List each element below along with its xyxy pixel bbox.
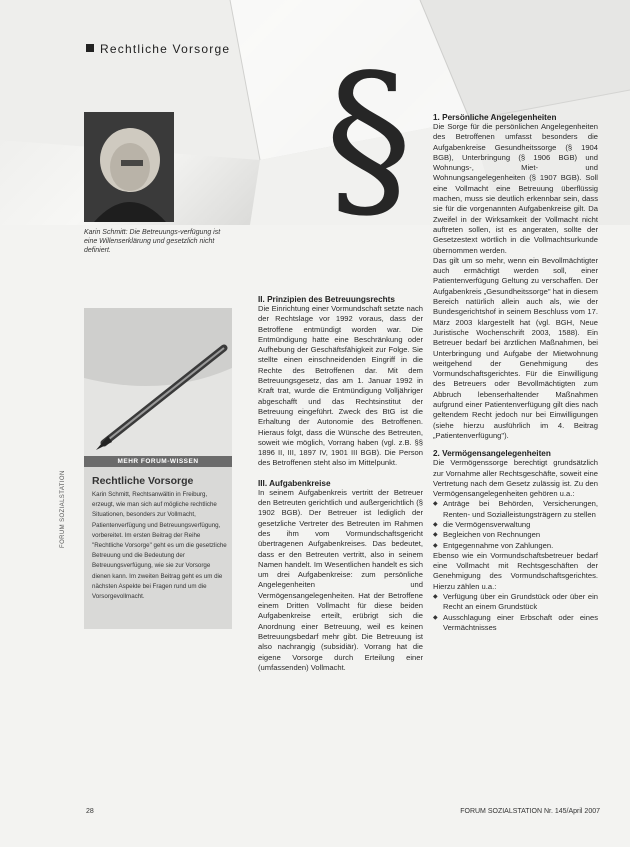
author-photo	[84, 112, 174, 222]
list-item: ◆ Entgegennahme von Zahlungen.	[433, 541, 598, 551]
list-item: ◆ Begleichen von Rechnungen	[433, 530, 598, 540]
right-column	[433, 113, 598, 633]
header-square-icon	[86, 44, 94, 52]
photo-caption: Karin Schmitt: Die Betreuungs-verfügung ist eine Willenserklärung und gesetzlich nicht definiert.	[84, 229, 221, 254]
section-heading: 2. Vermögensangelegenheiten	[433, 449, 551, 459]
list-item: ◆ Verfügung über ein Grundstück oder über ein Recht an einem Grundstück	[433, 592, 598, 613]
box-label: MEHR FORUM-WISSEN	[84, 456, 232, 467]
publication-info: FORUM SOZIALSTATION Nr. 145/April 2007	[460, 808, 600, 815]
section-body: Das gilt um so mehr, wenn ein Bevollmächtigter auch ermächtigt werden soll, einer Patientenverfügung Geltung zu verschaffen. Der Aufgabenkreis „Gesundheitssorge" hat in diesem Bereich natürlich allein auch als, wie der Bundesgerichtshof in seinem Beschluss vom 17. März 2003 klargestellt hat (vgl. BGH, Neue Juristische Wochenschrift 2003, 1588). Ein Betreuer bedarf bei ärztlichen Maßnahmen, bei Unterbringung und Aufgabe der Mietwohnung weitgehend der Genehmigung des Vormundschaftsgerichtes. Für die Einwilligung des Betreuers oder Bevollmächtigten zum Abbruch lebenserhaltender Maßnahmen aufgrund einer Patientenverfügung gilt dies nach geltendem Recht jedoch nur bei Einwilligungen (siehe hierzu ausführlich im 4. Beitrag „Patientenverfügung").	[433, 255, 598, 440]
side-label: FORUM SOZIALSTATION	[60, 470, 66, 548]
bullet-list	[433, 592, 598, 633]
section-header	[86, 42, 230, 56]
pen-image	[84, 308, 232, 456]
section-header-title: Rechtliche Vorsorge	[100, 42, 231, 56]
list-item: ◆ Ausschlagung einer Erbschaft oder eines Vermächtnisses	[433, 613, 598, 634]
section-body: Die Einrichtung einer Vormundschaft setzte nach der Rechtslage vor 1992 voraus, dass der Betroffene entmündigt worden war. Die Entmündigung hatte eine Beschränkung oder Aufhebung der Geschäftsfähigkeit zur Folge. Sie stellte einen einschneidenden Eingriff in die Rechte des Betroffenen dar. Mit dem Betreuungsgesetz, das am 1. Januar 1992 in Kraft trat, wurde die Entmündigung Volljähriger abgeschafft und das Rechtsinstitut der Betreuung eingeführt. Zweck des BtG ist die Erhaltung der Autonomie des Betroffenen. Hieraus folgt, dass die Wünsche des Betreuten, soweit wie möglich, Vorrang haben (vgl. z.B. §§ 1896 II, III, 1897 IV, 1901 III BGB). Die Person des Betroffenen steht also im Mittelpunkt.	[258, 304, 423, 468]
paragraph-sign-icon: §	[325, 38, 413, 241]
section-body: In seinem Aufgabenkreis vertritt der Betreuer den Betreuten gerichtlich und außergerichtlich (§ 1902 BGB). Der Betreuer ist lediglich der gesetzliche Vertreter des Betreuten im Rahmen des ihm vom Vormundschaftsgericht übertragenen Aufgabenkreises. Das bedeutet, dass er den Betreuten vertritt, also in seinem Namen handelt. Im Wesentlichen handelt es sich um drei Aufgabenkreise: zum persönliche Angelegenheiten und Vermögensangelegenheiten. Hat der Betroffene einem Dritten Vollmacht für diese beiden Aufgabenkreise erteilt, erübrigt sich die Anordnung einer Betreuung, weil es keinen Betreuungsbedarf mehr gibt. Die Betreuung ist also nachrangig (subsidiär). Vorrang hat die eigene Vorsorge durch Erteilung einer (umfassenden) Vollmacht.	[258, 487, 423, 672]
info-box-title: Rechtliche Vorsorge	[92, 475, 194, 487]
middle-column	[258, 295, 423, 673]
pen-graphic	[84, 308, 232, 456]
section-body: Die Vermögenssorge berechtigt grundsätzlich zur Vornahme aller Rechtsgeschäfte, soweit eine Vertretung nach dem Gesetz zulässig ist. Zu den Vermögensangelegenheiten gehören u.a.:	[433, 458, 598, 499]
section-heading: 1. Persönliche Angelegenheiten	[433, 113, 557, 122]
section-body: Ebenso wie ein Vormundschaftsbetreuer bedarf eine Vollmacht mit Rechtsgeschäften der Genehmigung des Vormundschaftsgerichtes. Hierzu zählen u.a.:	[433, 550, 598, 591]
section-heading: III. Aufgabenkreise	[258, 478, 331, 488]
list-item: ◆ Anträge bei Behörden, Versicherungen, Renten- und Sozialleistungsträgern zu stellen	[433, 499, 598, 520]
page-number: 28	[86, 808, 94, 815]
section-body: Die Sorge für die persönlichen Angelegenheiten des Betroffenen umfasst besonders die Aufgabenkreise Gesundheitssorge (§ 1904 BGB), Unterbringung (§ 1906 BGB) und Wohnungs-, Miet- und Wohnungsangelegenheiten (§ 1907 BGB). Soll eine Vollmacht eine Betreuung überflüssig machen, muss sie deutlich erkennbar sein, dass sie für die vorgenannten Aufgabenkreise gilt. Da Zweifel in der Wirksamkeit der Vollmacht nicht auftreten sollen, ist es angeraten, sollte der Gesetzestext wörtlich in die Vollmachtsurkunde übernommen werden.	[433, 122, 598, 255]
portrait-graphic	[84, 112, 174, 222]
bullet-list	[433, 499, 598, 550]
section-heading: II. Prinzipien des Betreuungsrechts	[258, 295, 395, 304]
info-box-body: Karin Schmitt, Rechtsanwältin in Freiburg, erzeugt, wie man sich auf mögliche rechtliche Situationen, besonders zur Vollmacht, Patientenverfügung und Betreuungsverfügung, vorbereitet. Im ersten Beitrag der Reihe "Rechtliche Vorsorge" geht es um die gesetzliche Betreuung und die Bedeutung der Betreuungsverfügung, wie sie zur Vorsorge dienen kann. Im zweiten Beitrag geht es um die nächsten Aspekte bei Fragen rund um die Vorsorgevollmacht.	[92, 491, 227, 601]
list-item: ◆ die Vermögensverwaltung	[433, 520, 598, 530]
